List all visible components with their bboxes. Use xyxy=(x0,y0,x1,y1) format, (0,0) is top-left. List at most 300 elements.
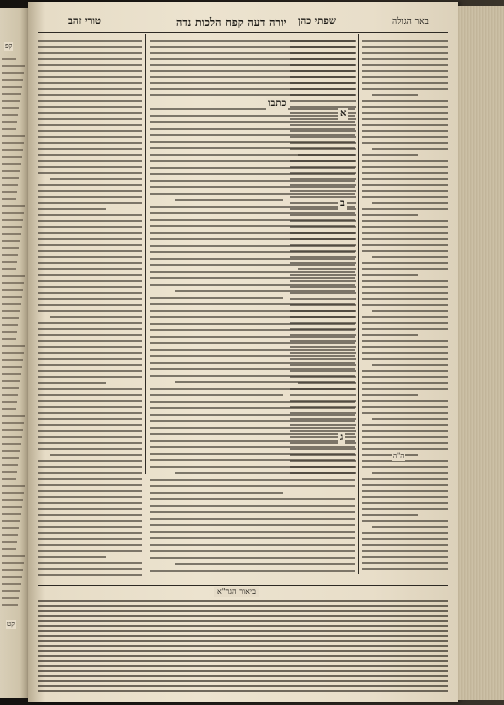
text-line xyxy=(38,334,142,336)
right-column-inline-word: ה"ה xyxy=(393,452,405,460)
text-line xyxy=(38,244,142,246)
header-shach: שפתי כהן xyxy=(298,16,336,27)
text-line xyxy=(38,94,142,96)
text-line xyxy=(290,358,356,360)
text-line xyxy=(2,268,16,270)
text-line xyxy=(38,526,142,528)
text-line xyxy=(38,478,142,480)
text-line xyxy=(372,364,448,366)
text-line xyxy=(2,198,16,200)
text-line xyxy=(2,485,25,487)
text-line xyxy=(290,340,356,342)
text-line xyxy=(362,388,448,390)
text-line xyxy=(2,562,24,564)
text-line xyxy=(298,382,356,384)
text-line xyxy=(38,310,142,312)
text-line xyxy=(175,563,355,565)
text-line xyxy=(2,506,22,508)
text-line xyxy=(362,562,448,564)
text-line xyxy=(38,256,142,258)
text-line xyxy=(362,292,448,294)
text-line xyxy=(2,569,23,571)
text-line xyxy=(2,478,16,480)
text-line xyxy=(362,538,448,540)
text-line xyxy=(290,70,356,72)
text-line xyxy=(38,160,142,162)
text-line xyxy=(2,548,16,550)
text-line xyxy=(38,400,142,402)
text-line xyxy=(362,568,448,570)
text-line xyxy=(2,135,25,137)
text-line xyxy=(290,406,356,408)
text-line xyxy=(362,70,448,72)
text-line xyxy=(362,466,448,468)
text-line xyxy=(290,130,356,132)
text-line xyxy=(290,256,356,258)
text-line xyxy=(290,214,356,216)
text-line xyxy=(38,298,142,300)
text-line xyxy=(362,226,448,228)
text-line xyxy=(362,112,448,114)
text-line xyxy=(2,121,17,123)
text-line xyxy=(38,274,142,276)
text-line xyxy=(290,334,356,336)
text-line xyxy=(290,94,356,96)
text-line xyxy=(290,346,356,348)
text-line xyxy=(362,454,418,456)
text-line xyxy=(362,304,448,306)
text-line xyxy=(38,436,142,438)
text-line xyxy=(38,238,142,240)
text-line xyxy=(2,492,24,494)
text-line xyxy=(2,191,17,193)
text-line xyxy=(362,124,448,126)
text-line xyxy=(290,58,356,60)
text-line xyxy=(290,262,356,264)
text-line xyxy=(38,64,142,66)
text-line xyxy=(290,52,356,54)
text-line xyxy=(38,472,142,474)
text-line xyxy=(150,570,355,572)
text-line xyxy=(150,544,355,546)
text-line xyxy=(2,226,22,228)
footnotes-heading: ביאור הגר"א xyxy=(214,587,259,597)
text-line xyxy=(2,65,25,67)
text-line xyxy=(372,472,448,474)
text-line xyxy=(38,442,142,444)
text-line xyxy=(362,100,448,102)
text-line xyxy=(290,388,356,390)
text-line xyxy=(2,240,20,242)
text-line xyxy=(290,436,356,438)
text-line xyxy=(362,280,448,282)
text-line xyxy=(290,298,356,300)
text-line xyxy=(38,82,142,84)
text-line xyxy=(362,214,418,216)
text-line xyxy=(362,484,448,486)
text-line xyxy=(2,604,18,606)
text-line xyxy=(362,298,448,300)
text-line xyxy=(362,178,448,180)
text-line xyxy=(38,640,448,642)
text-line xyxy=(2,345,25,347)
text-line xyxy=(38,112,142,114)
text-line xyxy=(362,52,448,54)
text-line xyxy=(362,346,448,348)
text-line xyxy=(2,72,24,74)
text-line xyxy=(38,280,142,282)
text-line xyxy=(2,261,17,263)
siman-marker-2: ב xyxy=(340,198,345,209)
footnote-rule xyxy=(38,585,448,586)
text-line xyxy=(362,184,448,186)
text-line xyxy=(2,366,22,368)
beer-hagolah-column xyxy=(362,38,448,573)
text-line xyxy=(150,557,355,559)
text-line xyxy=(362,166,448,168)
text-line xyxy=(38,605,448,607)
text-line xyxy=(290,400,356,402)
text-line xyxy=(362,340,448,342)
text-line xyxy=(38,520,142,522)
text-line xyxy=(372,202,448,204)
siman-marker-3: ג xyxy=(340,432,344,443)
text-line xyxy=(2,310,20,312)
text-line xyxy=(38,88,142,90)
text-line xyxy=(38,352,142,354)
text-line xyxy=(290,178,356,180)
text-line xyxy=(362,142,448,144)
text-line xyxy=(362,394,418,396)
text-line xyxy=(2,450,20,452)
text-line xyxy=(38,124,142,126)
text-line xyxy=(38,615,448,617)
text-line xyxy=(38,370,142,372)
text-line xyxy=(2,170,20,172)
text-line xyxy=(38,340,142,342)
text-line xyxy=(2,219,23,221)
header-tur-zahav: טורי זהב xyxy=(68,16,101,27)
text-line xyxy=(2,205,25,207)
text-line xyxy=(38,190,142,192)
text-line xyxy=(362,160,448,162)
previous-page-sliver xyxy=(0,8,28,698)
header-rule xyxy=(38,32,448,33)
text-line xyxy=(150,485,355,487)
text-line xyxy=(150,505,355,507)
text-line xyxy=(2,394,18,396)
text-line xyxy=(2,387,19,389)
text-line xyxy=(38,166,142,168)
text-line xyxy=(50,316,142,318)
text-line xyxy=(362,46,448,48)
left-page-top-letters: קפ xyxy=(5,42,13,50)
text-line xyxy=(2,359,23,361)
text-line xyxy=(362,238,448,240)
text-line xyxy=(362,400,448,402)
text-line xyxy=(362,436,448,438)
siman-marker-1: א xyxy=(340,108,347,119)
text-line xyxy=(2,58,16,60)
text-line xyxy=(38,568,142,570)
text-line xyxy=(2,471,17,473)
text-line xyxy=(2,156,22,158)
text-line xyxy=(362,88,448,90)
text-line xyxy=(150,518,355,520)
text-line xyxy=(362,82,448,84)
biur-hagra-footnotes xyxy=(38,598,448,696)
text-line xyxy=(38,460,142,462)
text-line xyxy=(290,40,356,42)
text-line xyxy=(2,149,23,151)
text-line xyxy=(2,499,23,501)
text-line xyxy=(362,406,448,408)
text-line xyxy=(362,508,448,510)
text-line xyxy=(38,286,142,288)
text-line xyxy=(2,338,16,340)
text-line xyxy=(290,232,356,234)
text-line xyxy=(38,250,142,252)
text-line xyxy=(362,274,418,276)
text-line xyxy=(362,514,418,516)
text-line xyxy=(362,478,448,480)
text-line xyxy=(2,590,20,592)
text-line xyxy=(362,118,448,120)
text-line xyxy=(2,401,17,403)
text-line xyxy=(290,190,356,192)
text-line xyxy=(38,630,448,632)
text-line xyxy=(2,114,18,116)
text-line xyxy=(362,328,448,330)
text-line xyxy=(38,148,142,150)
text-line xyxy=(38,70,142,72)
text-line xyxy=(38,514,142,516)
text-line xyxy=(150,550,355,552)
text-line xyxy=(38,680,448,682)
text-line xyxy=(38,262,142,264)
text-line xyxy=(2,597,19,599)
text-line xyxy=(2,583,21,585)
column-divider-1 xyxy=(145,34,146,474)
text-line xyxy=(2,429,23,431)
text-line xyxy=(38,304,142,306)
text-line xyxy=(290,64,356,66)
text-line xyxy=(2,289,23,291)
text-line xyxy=(2,303,21,305)
text-line xyxy=(38,100,142,102)
text-line xyxy=(290,418,356,420)
text-line xyxy=(38,675,448,677)
text-line xyxy=(38,562,142,564)
text-line xyxy=(38,376,142,378)
text-line xyxy=(2,464,18,466)
text-line xyxy=(290,172,356,174)
text-line xyxy=(362,520,448,522)
text-line xyxy=(150,524,355,526)
text-line xyxy=(38,226,142,228)
text-line xyxy=(2,296,22,298)
text-line xyxy=(38,645,448,647)
text-line xyxy=(290,328,356,330)
text-line xyxy=(38,196,142,198)
text-line xyxy=(38,550,142,552)
text-line xyxy=(38,406,142,408)
text-line xyxy=(372,256,448,258)
text-line xyxy=(50,454,142,456)
text-line xyxy=(38,660,448,662)
text-line xyxy=(38,232,142,234)
text-line xyxy=(2,93,21,95)
text-line xyxy=(2,184,18,186)
text-line xyxy=(2,352,24,354)
text-line xyxy=(372,418,448,420)
text-line xyxy=(2,142,24,144)
text-line xyxy=(2,513,21,515)
text-line xyxy=(362,172,448,174)
text-line xyxy=(290,364,356,366)
text-line xyxy=(38,484,142,486)
text-line xyxy=(2,576,22,578)
text-line xyxy=(362,76,448,78)
text-line xyxy=(38,76,142,78)
text-line xyxy=(362,40,448,42)
text-line xyxy=(150,537,355,539)
text-line xyxy=(290,454,356,456)
text-line xyxy=(362,208,448,210)
text-line xyxy=(38,106,142,108)
text-line xyxy=(38,136,142,138)
text-line xyxy=(290,238,356,240)
text-line xyxy=(372,310,448,312)
text-line xyxy=(290,88,356,90)
text-line xyxy=(2,79,23,81)
text-line xyxy=(38,556,106,558)
text-line xyxy=(38,685,448,687)
text-line xyxy=(2,534,18,536)
text-line xyxy=(38,382,106,384)
text-line xyxy=(298,268,356,270)
text-line xyxy=(290,316,356,318)
text-line xyxy=(290,124,356,126)
text-line xyxy=(2,254,18,256)
text-line xyxy=(38,328,142,330)
text-line xyxy=(38,532,142,534)
text-line xyxy=(362,268,448,270)
text-line xyxy=(150,511,355,513)
text-line xyxy=(2,100,20,102)
left-page-bottom-label: קט xyxy=(7,620,15,628)
text-line xyxy=(290,448,356,450)
text-line xyxy=(290,250,356,252)
text-line xyxy=(2,408,16,410)
text-line xyxy=(290,166,356,168)
text-line xyxy=(362,106,448,108)
text-line xyxy=(38,172,142,174)
text-line xyxy=(150,498,355,500)
column-divider-2 xyxy=(358,34,359,574)
text-line xyxy=(38,346,142,348)
text-line xyxy=(150,297,283,299)
text-line xyxy=(290,370,356,372)
text-line xyxy=(2,128,16,130)
text-line xyxy=(2,247,19,249)
text-line xyxy=(2,86,22,88)
text-line xyxy=(362,220,448,222)
text-line xyxy=(150,479,355,481)
text-line xyxy=(38,412,142,414)
text-line xyxy=(290,244,356,246)
text-line xyxy=(2,415,25,417)
text-line xyxy=(290,394,356,396)
text-line xyxy=(372,526,448,528)
text-line xyxy=(2,373,21,375)
text-line xyxy=(38,58,142,60)
text-line xyxy=(38,670,448,672)
text-line xyxy=(362,382,448,384)
text-line xyxy=(38,220,142,222)
text-line xyxy=(2,443,21,445)
text-line xyxy=(362,334,418,336)
text-line xyxy=(290,376,356,378)
text-line xyxy=(290,424,356,426)
text-line xyxy=(290,352,356,354)
text-line xyxy=(2,541,17,543)
text-line xyxy=(362,448,448,450)
text-line xyxy=(290,100,356,102)
text-line xyxy=(38,154,142,156)
text-line xyxy=(38,394,142,396)
text-line xyxy=(372,94,418,96)
text-line xyxy=(38,490,142,492)
text-line xyxy=(290,274,356,276)
text-line xyxy=(38,538,142,540)
text-line xyxy=(290,292,356,294)
text-line xyxy=(290,412,356,414)
text-line xyxy=(38,655,448,657)
text-line xyxy=(38,268,142,270)
text-line xyxy=(38,600,448,602)
text-line xyxy=(290,322,356,324)
text-line xyxy=(50,178,142,180)
text-line xyxy=(362,370,448,372)
text-line xyxy=(38,665,448,667)
text-line xyxy=(362,232,448,234)
text-line xyxy=(290,442,356,444)
text-line xyxy=(38,214,142,216)
text-line xyxy=(362,496,448,498)
text-line xyxy=(150,531,355,533)
text-line xyxy=(38,208,106,210)
text-line xyxy=(38,322,142,324)
text-line xyxy=(290,148,356,150)
text-line xyxy=(38,40,142,42)
text-line xyxy=(38,448,142,450)
text-line xyxy=(362,550,448,552)
text-line xyxy=(2,422,24,424)
text-line xyxy=(150,492,283,494)
text-line xyxy=(362,136,448,138)
text-line xyxy=(362,244,448,246)
tur-zahav-column xyxy=(38,38,142,578)
text-line xyxy=(362,358,448,360)
text-line xyxy=(2,212,24,214)
text-line xyxy=(290,136,356,138)
text-line xyxy=(290,142,356,144)
text-line xyxy=(38,650,448,652)
text-line xyxy=(362,352,448,354)
text-line xyxy=(362,322,448,324)
text-line xyxy=(362,490,448,492)
